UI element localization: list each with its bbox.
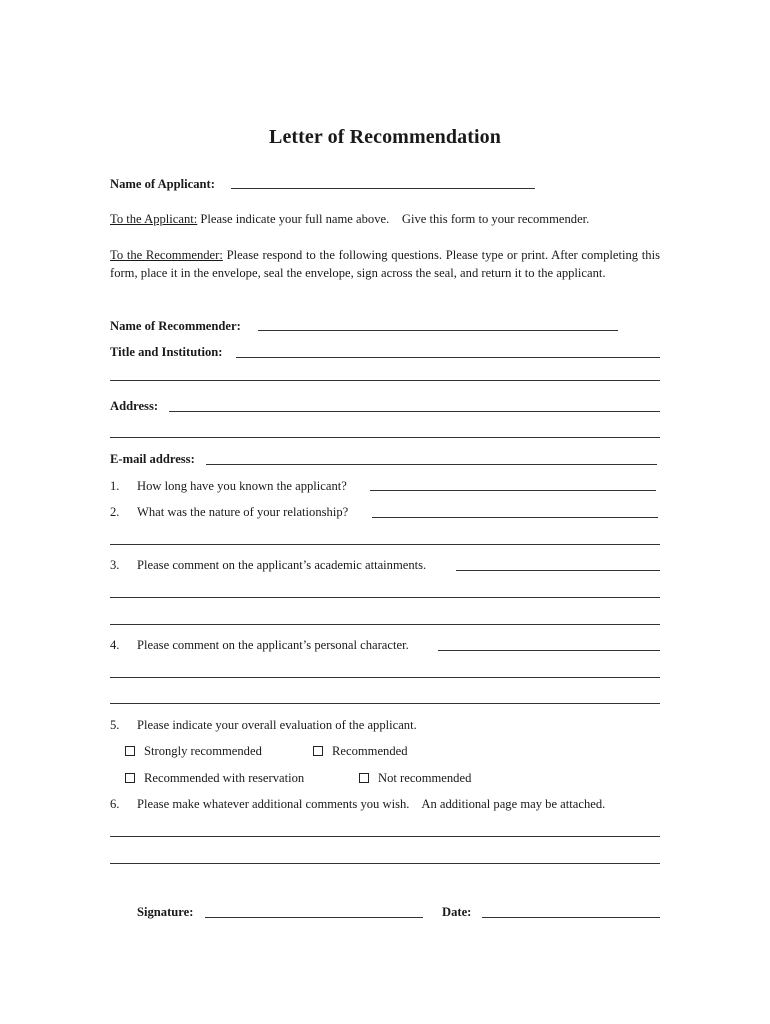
question-5-number: 5.	[110, 718, 120, 732]
question-4-number: 4.	[110, 638, 120, 652]
address-field[interactable]	[169, 411, 660, 412]
title-institution-label: Title and Institution:	[110, 345, 223, 359]
applicant-instructions	[110, 210, 589, 228]
question-1-answer-field[interactable]	[370, 490, 656, 491]
question-2-answer-field-line-2[interactable]	[110, 544, 660, 545]
strongly-recommended-checkbox[interactable]	[125, 746, 135, 756]
applicant-instructions-heading: To the Applicant:	[110, 212, 198, 226]
question-3-answer-field-line-2[interactable]	[110, 597, 660, 598]
strongly-recommended-label: Strongly recommended	[144, 744, 262, 758]
question-2-number: 2.	[110, 505, 120, 519]
not-recommended-label: Not recommended	[378, 771, 472, 785]
not-recommended-checkbox[interactable]	[359, 773, 369, 783]
applicant-name-label: Name of Applicant:	[110, 177, 215, 191]
question-2-text: What was the nature of your relationship?	[137, 505, 349, 519]
signature-field[interactable]	[205, 917, 423, 918]
date-field[interactable]	[482, 917, 660, 918]
recommender-instructions	[110, 246, 660, 282]
address-label: Address:	[110, 399, 159, 413]
question-3-answer-field[interactable]	[456, 570, 660, 571]
recommended-label: Recommended	[332, 744, 408, 758]
recommender-instructions-heading: To the Recommender:	[110, 248, 223, 262]
recommended-checkbox[interactable]	[313, 746, 323, 756]
question-3-number: 3.	[110, 558, 120, 572]
signature-label: Signature:	[137, 905, 194, 919]
question-4-answer-field[interactable]	[438, 650, 660, 651]
title-institution-field-line-2[interactable]	[110, 380, 660, 381]
recommender-name-label: Name of Recommender:	[110, 319, 241, 333]
recommended-with-reservation-label: Recommended with reservation	[144, 771, 305, 785]
email-label: E-mail address:	[110, 452, 195, 466]
question-1-number: 1.	[110, 479, 120, 493]
question-6-answer-field-line-2[interactable]	[110, 863, 660, 864]
applicant-instructions-text: Please indicate your full name above. Give this form to your recommender.	[197, 212, 590, 226]
recommended-with-reservation-checkbox[interactable]	[125, 773, 135, 783]
question-6-answer-field[interactable]	[110, 836, 660, 837]
email-field[interactable]	[206, 464, 657, 465]
page-title: Letter of Recommendation	[269, 126, 501, 148]
question-4-text: Please comment on the applicant’s personal character.	[137, 638, 409, 652]
question-6-text: Please make whatever additional comments you wish. An additional page may be attached.	[137, 797, 606, 811]
question-2-answer-field[interactable]	[372, 517, 658, 518]
address-field-line-2[interactable]	[110, 437, 660, 438]
date-label: Date:	[442, 905, 472, 919]
title-institution-field[interactable]	[236, 357, 660, 358]
recommender-instructions-text: Please respond to the following questions. Please type or print. After completing this form, place it in the envelope, seal the envelope, sign across the seal, and return it to the applicant.	[110, 248, 660, 280]
question-1-text: How long have you known the applicant?	[137, 479, 347, 493]
recommender-name-field[interactable]	[258, 330, 618, 331]
question-5-text: Please indicate your overall evaluation of the applicant.	[137, 718, 417, 732]
question-4-answer-field-line-3[interactable]	[110, 703, 660, 704]
question-3-answer-field-line-3[interactable]	[110, 624, 660, 625]
applicant-name-field[interactable]	[231, 188, 535, 189]
question-6-number: 6.	[110, 797, 120, 811]
question-3-text: Please comment on the applicant’s academic attainments.	[137, 558, 427, 572]
question-4-answer-field-line-2[interactable]	[110, 677, 660, 678]
